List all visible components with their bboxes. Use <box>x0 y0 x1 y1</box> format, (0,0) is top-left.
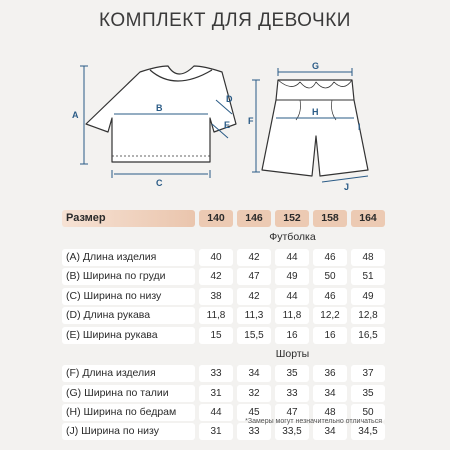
table-cell: 48 <box>351 249 385 266</box>
label-j: J <box>344 182 350 192</box>
table-cell: 48 <box>313 404 347 421</box>
table-cell: 45 <box>237 404 271 421</box>
table-cell: 36 <box>313 365 347 382</box>
label-f: F <box>248 116 254 126</box>
table-cell: 49 <box>275 268 309 285</box>
table-row <box>62 267 386 286</box>
table-cell: 34,5 <box>351 423 385 440</box>
table-cell: 32 <box>237 385 271 402</box>
row-label: (J) Ширина по низу <box>62 423 195 440</box>
table-row <box>62 325 386 344</box>
table-cell: 31 <box>199 385 233 402</box>
table-cell: 51 <box>351 268 385 285</box>
size-164: 164 <box>351 210 385 227</box>
table-cell: 42 <box>237 249 271 266</box>
table-cell: 34 <box>313 423 347 440</box>
table-cell: 46 <box>313 288 347 305</box>
label-c: C <box>156 178 163 188</box>
table-cell: 16,5 <box>351 327 385 344</box>
table-header <box>62 209 386 228</box>
row-label: (D) Длина рукава <box>62 307 195 324</box>
measurement-note: *Замеры могут незначительно отличаться <box>245 418 382 425</box>
table-row <box>62 422 386 441</box>
size-152: 152 <box>275 210 309 227</box>
table-cell: 31 <box>199 423 233 440</box>
table-cell: 34 <box>237 365 271 382</box>
label-i: I <box>358 122 361 132</box>
row-label: (C) Ширина по низу <box>62 288 195 305</box>
table-cell: 37 <box>351 365 385 382</box>
table-cell: 47 <box>275 404 309 421</box>
garment-diagram <box>0 52 450 200</box>
table-cell: 16 <box>275 327 309 344</box>
size-header-label: Размер <box>62 210 195 227</box>
table-cell: 15,5 <box>237 327 271 344</box>
table-cell: 12,2 <box>313 307 347 324</box>
table-cell: 38 <box>199 288 233 305</box>
label-e: E <box>224 120 231 130</box>
table-cell: 35 <box>351 385 385 402</box>
label-h: H <box>312 107 319 117</box>
table-cell: 15 <box>199 327 233 344</box>
table-cell: 11,8 <box>199 307 233 324</box>
table-row <box>62 248 386 267</box>
table-row <box>62 364 386 383</box>
label-b: B <box>156 103 163 113</box>
table-cell: 50 <box>313 268 347 285</box>
table-cell: 40 <box>199 249 233 266</box>
shorts-sketch <box>262 80 368 176</box>
table-row <box>62 384 386 403</box>
table-cell: 46 <box>313 249 347 266</box>
table-cell: 50 <box>351 404 385 421</box>
table-cell: 44 <box>275 249 309 266</box>
row-label: (A) Длина изделия <box>62 249 195 266</box>
table-cell: 33,5 <box>275 423 309 440</box>
table-cell: 11,8 <box>275 307 309 324</box>
table-cell: 47 <box>237 268 271 285</box>
size-158: 158 <box>313 210 347 227</box>
row-label: (E) Ширина рукава <box>62 327 195 344</box>
size-table <box>62 209 386 442</box>
table-cell: 34 <box>313 385 347 402</box>
label-g: G <box>312 61 320 71</box>
section-title-tshirt: Футболка <box>269 231 316 244</box>
row-label: (B) Ширина по груди <box>62 268 195 285</box>
row-label: (G) Ширина по талии <box>62 385 195 402</box>
table-cell: 44 <box>275 288 309 305</box>
table-cell: 35 <box>275 365 309 382</box>
size-146: 146 <box>237 210 271 227</box>
table-cell: 44 <box>199 404 233 421</box>
table-cell: 33 <box>199 365 233 382</box>
table-row <box>62 287 386 306</box>
table-cell: 42 <box>199 268 233 285</box>
row-label: (F) Длина изделия <box>62 365 195 382</box>
section-title-shorts: Шорты <box>275 347 310 360</box>
table-cell: 16 <box>313 327 347 344</box>
page-title: КОМПЛЕКТ ДЛЯ ДЕВОЧКИ <box>99 10 351 31</box>
table-cell: 42 <box>237 288 271 305</box>
table-cell: 49 <box>351 288 385 305</box>
size-140: 140 <box>199 210 233 227</box>
table-cell: 12,8 <box>351 307 385 324</box>
table-cell: 33 <box>275 385 309 402</box>
table-cell: 33 <box>237 423 271 440</box>
label-d: D <box>226 94 233 104</box>
row-label: (H) Ширина по бедрам <box>62 404 195 421</box>
table-row <box>62 306 386 325</box>
table-cell: 11,3 <box>237 307 271 324</box>
label-a: A <box>72 110 79 120</box>
